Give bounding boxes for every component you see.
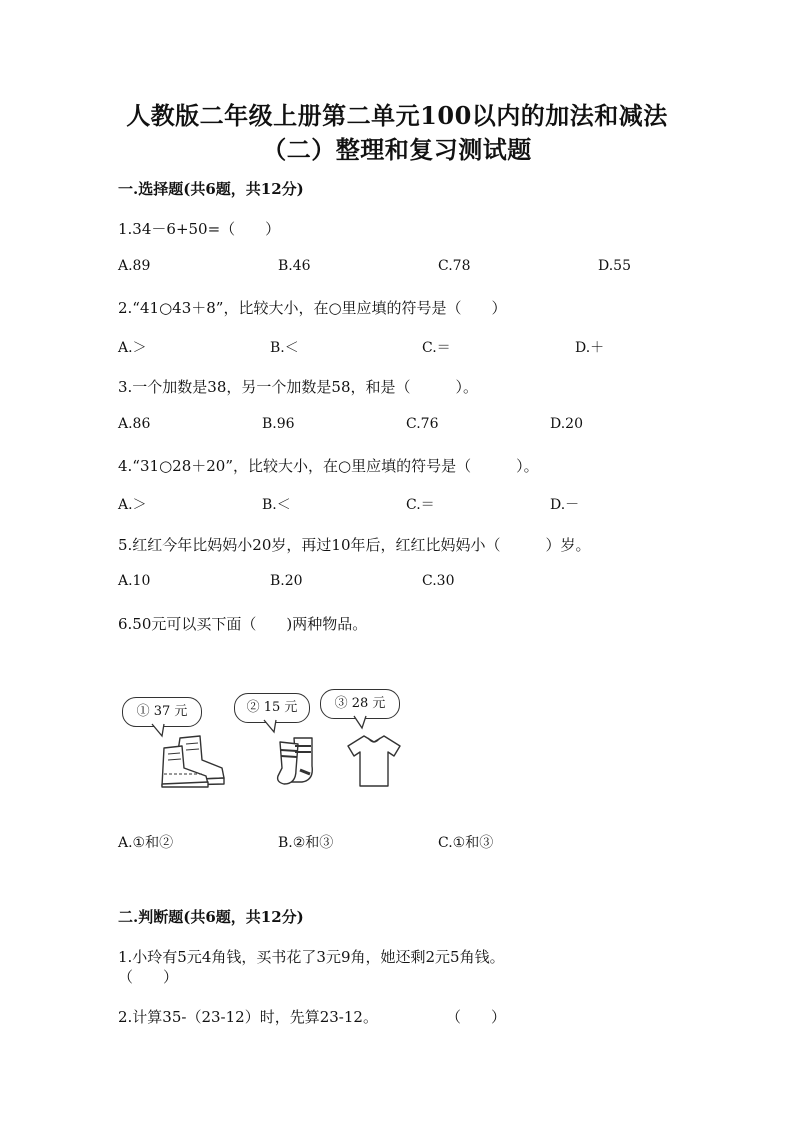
page-title: 人教版二年级上册第二单元100以内的加法和减法 <box>126 101 668 130</box>
price-bubble-3: ③ 28 元 <box>320 689 400 719</box>
boot-icon <box>158 734 230 788</box>
option-b: B.20 <box>270 573 303 589</box>
option-a: A.＞ <box>118 497 147 513</box>
option-b: B.＜ <box>270 340 299 356</box>
bubble-tail <box>352 714 372 730</box>
question-4: 4.“31○28＋20”，比较大小，在○里应填的符号是（ ）。 <box>118 457 539 475</box>
question-5: 5.红红今年比妈妈小20岁，再过10年后，红红比妈妈小（ ）岁。 <box>118 536 591 554</box>
question-1: 1.34－6+50=（ ） <box>118 220 281 238</box>
option-c: C.＝ <box>406 497 435 513</box>
page-subtitle: （二）整理和复习测试题 <box>262 135 532 164</box>
judgment-question-1: 1.小玲有5元4角钱，买书花了3元9角，她还剩2元5角钱。 <box>118 948 505 966</box>
option-c: C.＝ <box>422 340 451 356</box>
bubble-tail <box>262 718 282 734</box>
question-6: 6.50元可以买下面（ )两种物品。 <box>118 615 368 633</box>
option-d: D.＋ <box>575 340 605 356</box>
question-2: 2.“41○43＋8”，比较大小，在○里应填的符号是（ ） <box>118 299 507 317</box>
section-heading-judgment: 二.判断题(共6题，共12分) <box>118 908 304 926</box>
option-b: B.96 <box>262 416 295 432</box>
option-a: A.＞ <box>118 340 147 356</box>
option-c: C.①和③ <box>438 835 494 851</box>
answer-paren: （ ） <box>118 968 179 986</box>
option-b: B.②和③ <box>278 835 334 851</box>
price-bubble-1: ① 37 元 <box>122 697 202 727</box>
judgment-question-2: 2.计算35-（23-12）时，先算23-12。 <box>118 1008 378 1026</box>
tshirt-icon <box>346 734 402 788</box>
option-c: C.78 <box>438 258 471 274</box>
option-a: A.89 <box>118 258 151 274</box>
option-c: C.76 <box>406 416 439 432</box>
answer-paren: （ ） <box>446 1008 507 1026</box>
price-bubble-2: ② 15 元 <box>234 693 310 723</box>
option-d: D.20 <box>550 416 583 432</box>
question-3: 3.一个加数是38，另一个加数是58，和是（ ）。 <box>118 378 478 396</box>
option-a: A.86 <box>118 416 151 432</box>
option-c: C.30 <box>422 573 455 589</box>
option-d: D.55 <box>598 258 631 274</box>
option-a: A.①和② <box>118 835 174 851</box>
sock-icon <box>274 736 326 788</box>
section-heading-choice: 一.选择题(共6题，共12分) <box>118 180 304 198</box>
option-b: B.＜ <box>262 497 291 513</box>
option-d: D.－ <box>550 497 580 513</box>
option-a: A.10 <box>118 573 151 589</box>
option-b: B.46 <box>278 258 311 274</box>
